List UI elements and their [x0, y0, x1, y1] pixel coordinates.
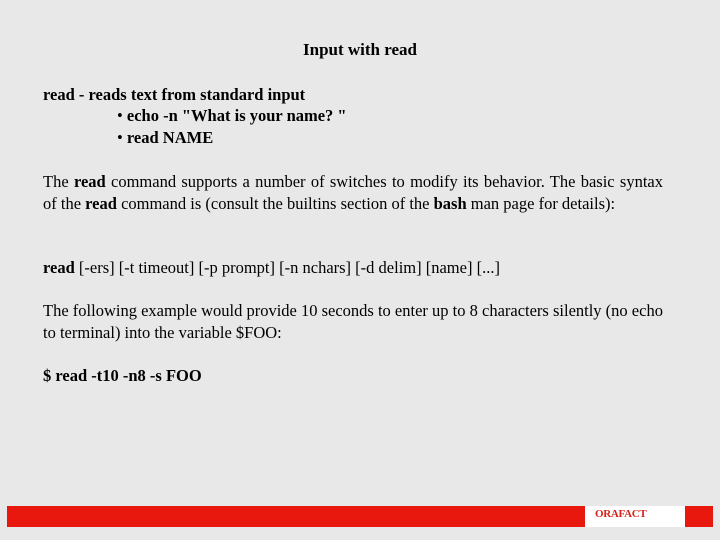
bullet-item: [117, 127, 347, 149]
para-keyword: bash: [433, 193, 467, 213]
footer-logo: ORAFACT: [595, 508, 647, 520]
footer-red-bar: [7, 506, 585, 527]
paragraph-example-intro: The following example would provide 10 seconds to enter up to 8 characters silently (no echo to terminal) into the variable $FOO:: [43, 301, 663, 342]
intro-line: read - reads text from standard input: [43, 85, 306, 104]
para-text: command supports a number of switches to modify its behavior. The basic syntax of the: [43, 172, 663, 213]
syntax-options: [-ers] [-t timeout] [-p prompt] [-n nchars] [-d delim] [name] [...]: [74, 258, 500, 277]
bullet-list: [117, 105, 347, 148]
syntax-keyword: read: [43, 258, 75, 277]
example-command: $ read -t10 -n8 -s FOO: [43, 366, 202, 385]
para-text: command is (consult the builtins section of the: [116, 193, 434, 213]
para-text: The: [43, 172, 74, 191]
syntax-line: [43, 257, 663, 279]
bullet-item: [117, 105, 347, 127]
paragraph-syntax-intro: [43, 171, 663, 214]
bullet-text: echo -n "What is your name? ": [126, 106, 347, 125]
para-text: man page for details):: [466, 193, 616, 213]
bullet-text: read NAME: [126, 127, 214, 147]
slide-title: Input with read: [303, 40, 417, 59]
para-keyword: read: [73, 172, 106, 191]
footer-red-end: [685, 506, 713, 527]
para-keyword: read: [85, 193, 117, 213]
